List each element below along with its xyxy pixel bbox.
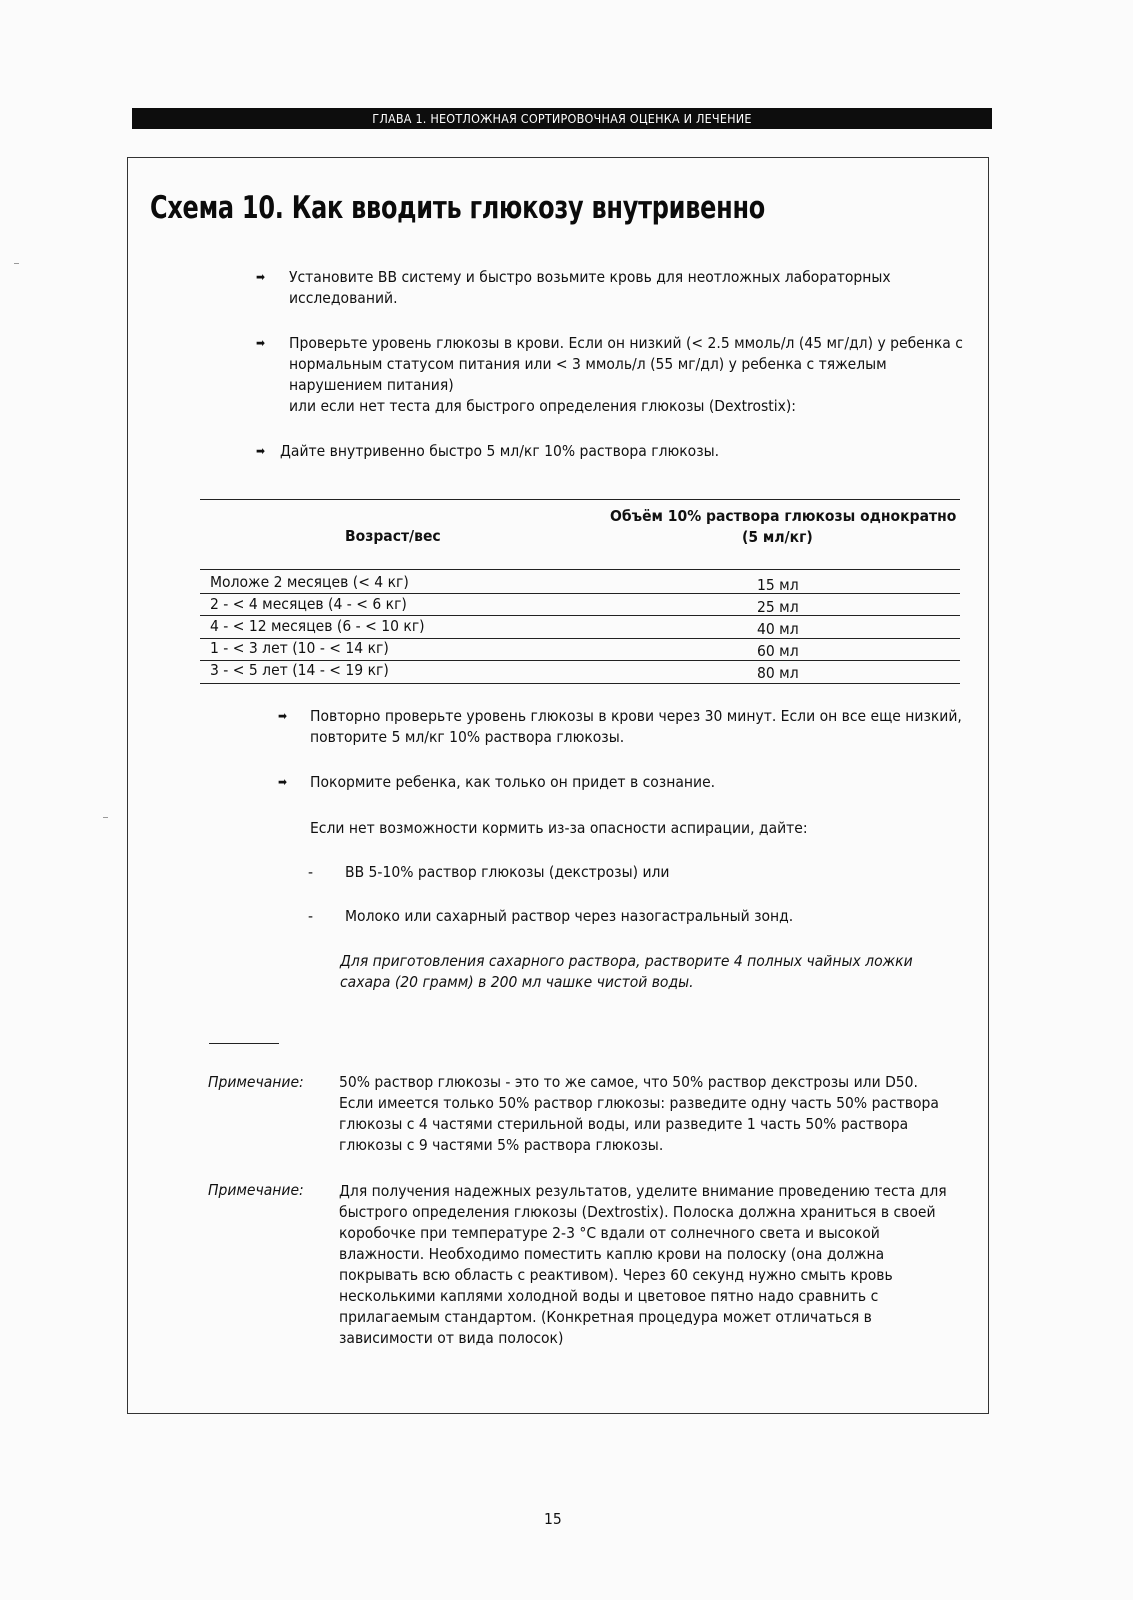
scheme-title: Схема 10. Как вводить глюкозу внутривенно [150,190,766,226]
followup-2-text: Покормите ребенка, как только он придет в сознание. [310,773,716,791]
table-cell-age: 1 - < 3 лет (10 - < 14 кг) [210,639,389,657]
table-cell-volume: 25 мл [757,598,799,616]
note-2-line-1: Для получения надежных результатов, уделите внимание проведению теста для [339,1182,947,1200]
step-2-line-3: нарушением питания) [289,376,454,394]
note-2-line-8: зависимости от вида полосок) [339,1329,564,1347]
note-1-line-1: 50% раствор глюкозы - это то же самое, что 50% раствор декстрозы или D50. [339,1073,918,1091]
arrow-bullet-icon: ➡ [278,709,288,723]
table-cell-age: Моложе 2 месяцев (< 4 кг) [210,573,409,591]
step-1-line-1: Установите ВВ систему и быстро возьмите кровь для неотложных лабораторных [289,268,891,286]
aspiration-intro: Если нет возможности кормить из-за опасности аспирации, дайте: [310,819,808,837]
table-top-rule [200,499,960,500]
table-cell-volume: 80 мл [757,664,799,682]
table-bottom-rule [200,683,960,684]
dash-marker: - [308,863,314,881]
note-2-line-3: коробочке при температуре 2-3 °С вдали от солнечного света и высокой [339,1224,880,1242]
scan-mark [103,817,108,818]
note-1-label: Примечание: [208,1073,304,1091]
arrow-bullet-icon: ➡ [256,336,266,350]
note-2-line-7: прилагаемым стандартом. (Конкретная процедура может отличаться в [339,1308,872,1326]
note-2-line-6: несколькими каплями холодной воды и цветовое пятно надо сравнить с [339,1287,879,1305]
table-header-volume: Объём 10% раствора глюкозы однократно [610,507,957,525]
table-cell-volume: 40 мл [757,620,799,638]
notes-separator [209,1043,279,1044]
followup-1-line-2: повторите 5 мл/кг 10% раствора глюкозы. [310,728,625,746]
step-2-line-2: нормальным статусом питания или < 3 ммоль/л (55 мг/дл) у ребенка с тяжелым [289,355,887,373]
table-cell-age: 2 - < 4 месяцев (4 - < 6 кг) [210,595,407,613]
option-1-text: ВВ 5-10% раствор глюкозы (декстрозы) или [345,863,670,881]
step-2-line-1: Проверьте уровень глюкозы в крови. Если он низкий (< 2.5 ммоль/л (45 мг/дл) у ребенка с [289,334,963,352]
note-2-line-2: быстрого определения глюкозы (Dextrostix). Полоска должна храниться в своей [339,1203,936,1221]
table-cell-volume: 15 мл [757,576,799,594]
sugar-solution-line-2: сахара (20 грамм) в 200 мл чашке чистой воды. [340,973,694,991]
followup-1-line-1: Повторно проверьте уровень глюкозы в крови через 30 минут. Если он все еще низкий, [310,707,962,725]
sugar-solution-line-1: Для приготовления сахарного раствора, растворите 4 полных чайных ложки [340,952,913,970]
note-2-label: Примечание: [208,1181,304,1199]
table-cell-age: 3 - < 5 лет (14 - < 19 кг) [210,661,389,679]
table-header-rule [200,569,960,570]
scan-mark [14,263,19,264]
note-2-line-5: покрывать всю область с реактивом). Через 60 секунд нужно смыть кровь [339,1266,893,1284]
step-2-line-4: или если нет теста для быстрого определения глюкозы (Dextrostix): [289,397,796,415]
dash-marker: - [308,907,314,925]
note-1-line-2: Если имеется только 50% раствор глюкозы: разведите одну часть 50% раствора [339,1094,939,1112]
arrow-bullet-icon: ➡ [278,775,288,789]
note-1-line-3: глюкозы с 4 частями стерильной воды, или разведите 1 часть 50% раствора [339,1115,909,1133]
table-header-age: Возраст/вес [345,527,441,545]
step-3-text: Дайте внутривенно быстро 5 мл/кг 10% раствора глюкозы. [280,442,720,460]
table-cell-age: 4 - < 12 месяцев (6 - < 10 кг) [210,617,425,635]
option-2-text: Молоко или сахарный раствор через назогастральный зонд. [345,907,794,925]
arrow-bullet-icon: ➡ [256,270,266,284]
note-1-line-4: глюкозы с 9 частями 5% раствора глюкозы. [339,1136,664,1154]
table-cell-volume: 60 мл [757,642,799,660]
chapter-header-bar: ГЛАВА 1. НЕОТЛОЖНАЯ СОРТИРОВОЧНАЯ ОЦЕНКА И ЛЕЧЕНИЕ [132,108,992,129]
note-2-line-4: влажности. Необходимо поместить каплю крови на полоску (она должна [339,1245,885,1263]
arrow-bullet-icon: ➡ [256,444,266,458]
table-header-volume-unit: (5 мл/кг) [742,528,813,546]
step-1-line-2: исследований. [289,289,398,307]
page-number: 15 [544,1510,562,1528]
